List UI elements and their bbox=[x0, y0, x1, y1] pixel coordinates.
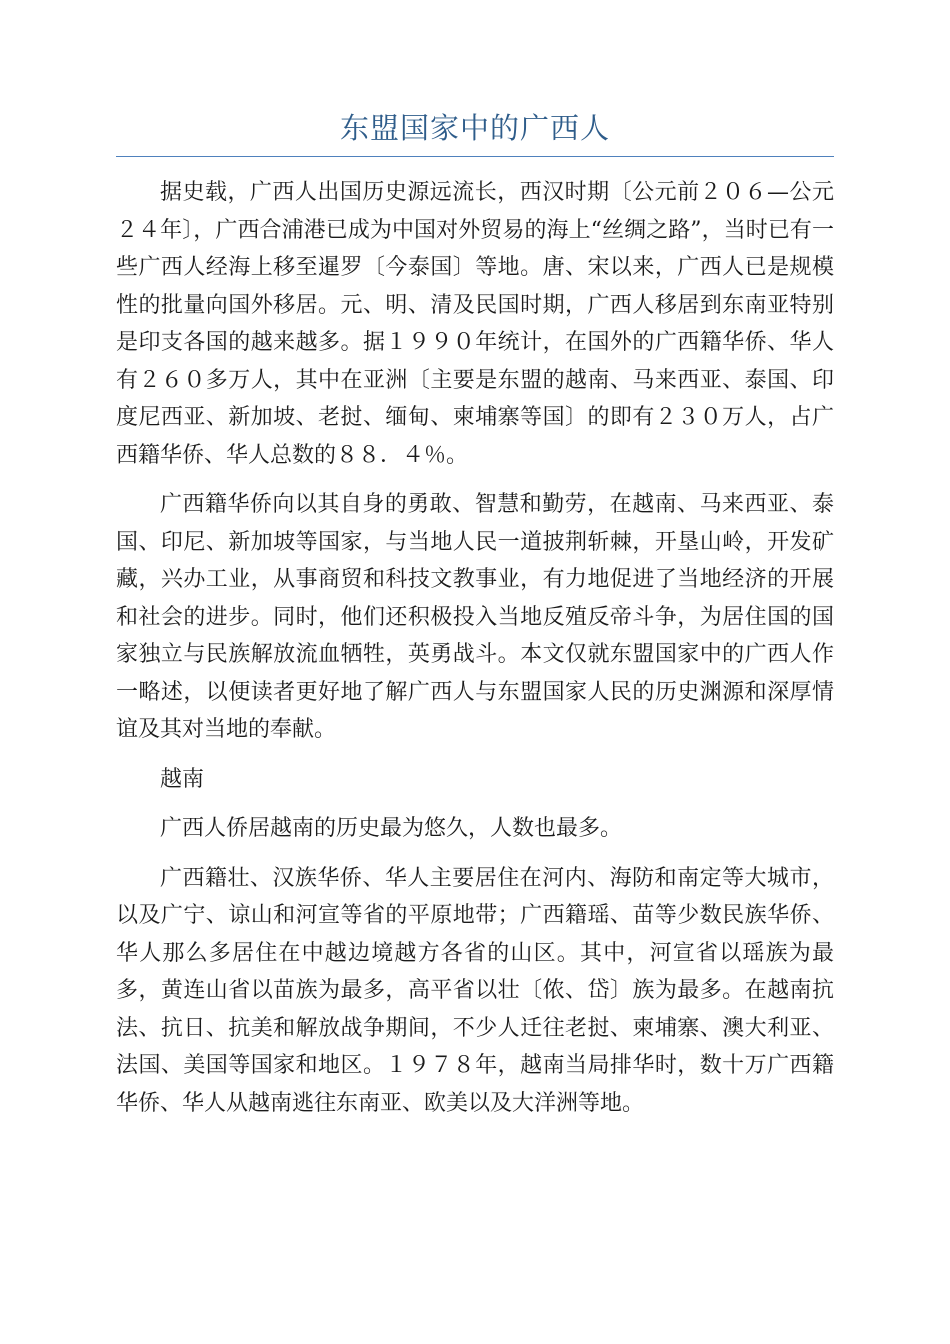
section-heading-vietnam: 越南 bbox=[160, 766, 205, 792]
document-title: 东盟国家中的广西人 bbox=[339, 111, 610, 145]
paragraph-vietnam-intro: 广西人侨居越南的历史最为悠久，人数也最多。 bbox=[160, 816, 623, 841]
paragraph-vietnam-detail: 广西籍壮、汉族华侨、华人主要居住在河内、海防和南定等大城市，以及广宁、谅山和河宣等省的平原地带；广西籍瑶、苗等少数民族华侨、华人那么多居住在中越边境越方各省的山区。其中，河宣省以瑶族为最多，黄连山省以苗族为最多，高平省以壮〔侬、岱〕族为最多。在越南抗法、抗日、抗美和解放战争期间，不少人迁往老挝、柬埔寨、澳大利亚、法国、美国等国家和地区。１９７８年，越南当局排华时，数十万广西籍华侨、华人从越南逃往东南亚、欧美以及大洋洲等地。 bbox=[116, 865, 834, 1116]
title-block bbox=[116, 104, 834, 157]
paragraph-contribution: 广西籍华侨向以其自身的勇敢、智慧和勤劳，在越南、马来西亚、泰国、印尼、新加坡等国家，与当地人民一道披荆斩棘，开垦山岭，开发矿藏，兴办工业，从事商贸和科技文教事业，有力地促进了当地经济的开展和社会的进步。同时，他们还积极投入当地反殖反帝斗争，为居住国的国家独立与民族解放流血牺牲，英勇战斗。本文仅就东盟国家中的广西人作一略述，以便读者更好地了解广西人与东盟国家人民的历史渊源和深厚情谊及其对当地的奉献。 bbox=[116, 492, 834, 742]
document-body bbox=[116, 174, 834, 1134]
paragraph-history: 据史载，广西人出国历史源远流长，西汉时期〔公元前２０６—公元２４年〕，广西合浦港已成为中国对外贸易的海上“丝绸之路”，当时已有一些广西人经海上移至暹罗〔今泰国〕等地。唐、宋以来，广西人已是规模性的批量向国外移居。元、明、清及民国时期，广西人移居到东南亚特别是印支各国的越来越多。据１９９０年统计，在国外的广西籍华侨、华人有２６０多万人，其中在亚洲〔主要是东盟的越南、马来西亚、泰国、印度尼西亚、新加坡、老挝、缅甸、柬埔寨等国〕的即有２３０万人，占广西籍华侨、华人总数的８８．４％。 bbox=[116, 180, 834, 468]
